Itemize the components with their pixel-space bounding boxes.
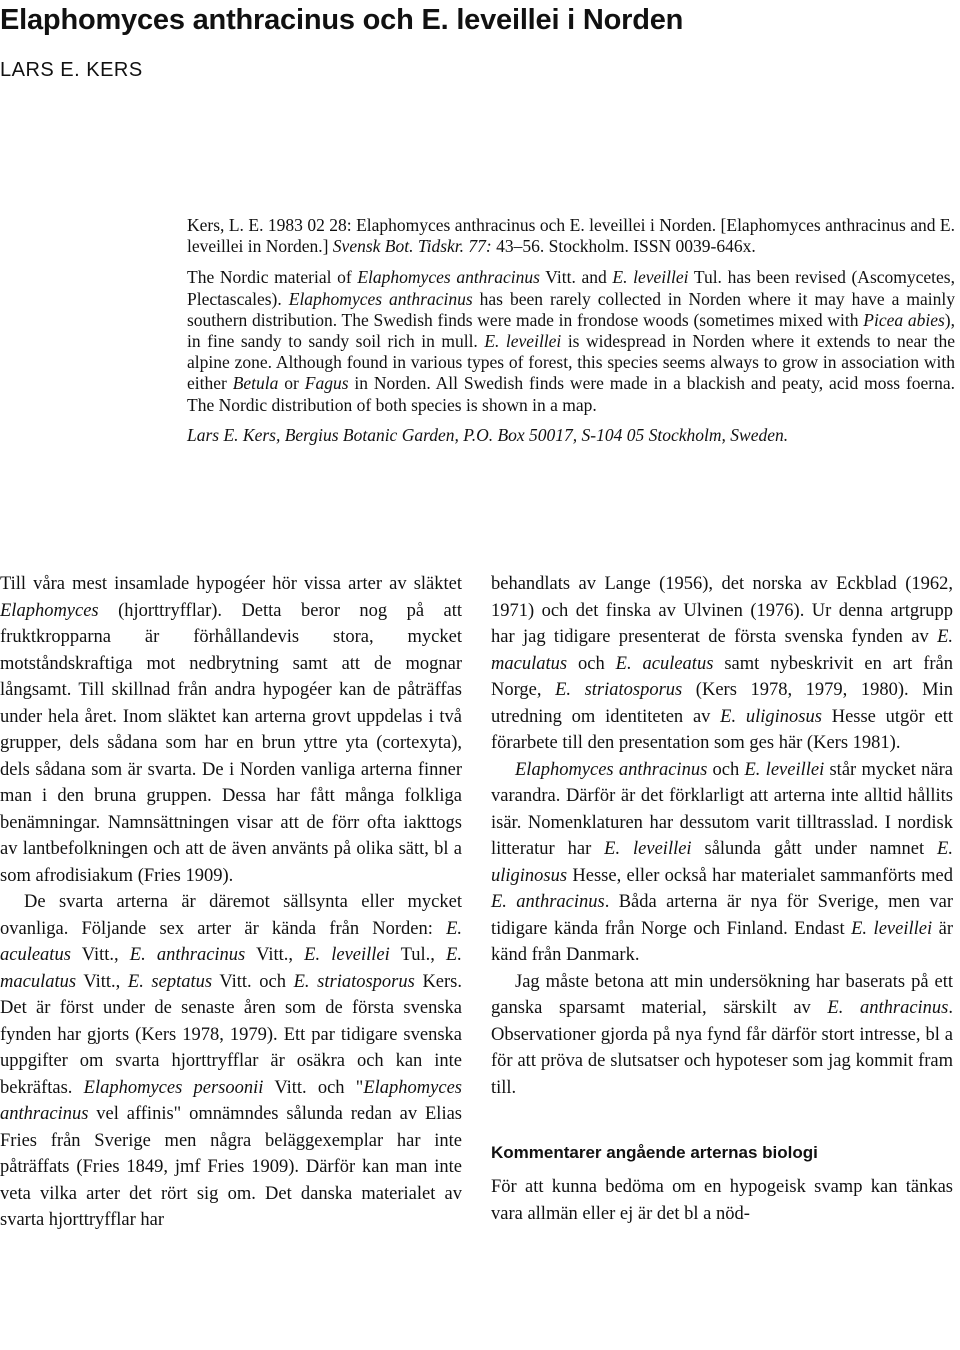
body-paragraph [491,571,953,757]
abstract-citation [187,215,955,257]
text-run: is widespread in Norden where it extends to near the alpine zone. Although found in various types of forest, this species seems always to grow in association with either [187,331,955,394]
body-column-left [0,571,462,1234]
body-paragraph [491,969,953,1102]
author-affiliation: Lars E. Kers, Bergius Botanic Garden, P.O. Box 50017, S-104 05 Stockholm, Sweden. [187,424,789,445]
italic-run: E. anthracinus [491,892,605,912]
italic-run: E. leveillei [304,945,390,965]
text-run: Hesse utgör ett förarbete till den presentation som ges här (Kers 1981). [491,706,953,753]
italic-run: Svensk Bot. Tidskr. 77: [332,236,492,257]
text-run: in Norden. All Swedish finds were made in a blackish and peaty, acid moss foerna. The Nordic distribution of both species is shown in a map. [187,373,956,415]
abstract-summary [187,267,955,415]
body-paragraph [0,889,462,1234]
text-run: Vitt. and [539,267,613,288]
text-run: De svarta arterna är däremot sällsynta eller mycket ovanliga. Följande sex arter är kända från Norden: [0,892,462,939]
text-run: behandlats av Lange (1956), det norska av Eckblad (1962, 1971) och det finska av Ulvinen (1976). Ur denna artgrupp har jag tidigare presenterat de första svenska fynden av [491,574,953,647]
text-run: står mycket nära varandra. Därför är det förklarligt att arterna inte alltid hållits isär. Nomenklaturen har dessutom varit tilltrasslad. I nordisk litteratur har [491,759,953,859]
text-run: Vitt., [76,971,128,992]
italic-run: Elaphomyces persoonii [83,1077,264,1098]
text-run: Jag måste betona att min undersökning har baserats på ett ganska sparsamt material, särskilt av [491,971,953,1018]
text-run: Hesse, eller också har materialet sammanförts med [567,865,953,886]
text-run: . Båda arterna är nya för Sverige, men var tidigare kända från Norge och Finland. Endast [491,892,953,939]
text-run: 43–56. Stockholm. ISSN 0039-646x. [491,236,756,257]
text-run: samt nybeskrivit en art från Norge, [491,653,954,700]
text-run: och [567,653,616,674]
abstract-block [187,215,955,446]
text-run: Tul. has been revised (Ascomycetes, Plectascales). [187,267,955,309]
italic-run: E. aculeatus [615,653,714,674]
italic-run: Elaphomyces anthracinus [515,759,708,780]
author-name: LARS E. KERS [0,59,143,81]
text-run: or [278,373,305,394]
text-run: Kers, L. E. 1983 02 28: Elaphomyces anthracinus och E. leveillei i Norden. [Elaphomyces anthracinus and E. leveillei in Norden.] [187,215,955,257]
text-run: är känd från Danmark. [491,918,953,965]
text-run: Tul., [389,945,447,965]
italic-run: E. anthracinus [827,998,949,1018]
italic-run: E. aculeatus [0,918,462,965]
italic-run: Elaphomyces anthracinus [0,1077,462,1124]
text-run: Vitt., [245,945,305,965]
italic-run: E. septatus [127,971,213,992]
text-run: sålunda gått under namnet [691,839,938,859]
italic-run: E. leveillei [484,331,562,352]
article-title: Elaphomyces anthracinus och E. leveillei i Norden [0,4,684,36]
italic-run: Elaphomyces anthracinus [357,267,540,288]
text-run: och [707,759,745,780]
text-run: (Kers 1978, 1979, 1980). Min utredning om identiteten av [491,680,954,727]
text-run: Vitt. och " [263,1077,364,1098]
section-heading: Kommentarer angående arternas biologi [491,1143,818,1162]
text-run: The Nordic material of [187,267,358,288]
italic-run: E. striatosporus [555,680,683,700]
text-run: För att kunna bedöma om en hypogeisk svamp kan tänkas vara allmän eller ej är det bl a nöd- [491,1177,953,1224]
italic-run: E. uliginosus [491,839,953,886]
body-column-right [491,571,953,1227]
text-run: Till våra mest insamlade hypogéer hör vissa arter av släktet [0,574,462,594]
italic-run: E. maculatus [0,945,462,992]
body-paragraph [491,757,953,969]
text-run: Kers. Det är först under de senaste åren som de första svenska fynden har gjorts (Kers 1978, 1979). Ett par tidigare svenska uppgifter om svarta hjorttryfflar är osäkra och kan inte bekräftas. [0,971,463,1098]
italic-run: E. anthracinus [129,945,246,965]
text-run: . Observationer gjorda på nya fynd får därför stort intresse, bl a för att pröva de slutsatser och hypoteser som jag kommit fram till. [491,998,953,1098]
body-paragraph [0,571,462,889]
italic-run: E. leveillei [851,918,933,939]
text-run: has been rarely collected in Norden where it may have a mainly southern distribution. The Swedish finds were made in frondose woods (sometimes mixed with [187,288,955,330]
italic-run: E. maculatus [491,627,953,674]
text-run: vel affinis" omnämndes sålunda redan av Elias Fries från Sverige men några beläggexemplar har inte påträffats (Fries 1849, jmf Fries 1909). Därför kan man inte veta vilka arter det rört sig om. Det danska materialet av svarta hjorttryfflar har [0,1104,462,1230]
italic-run: Elaphomyces anthracinus [288,288,473,309]
italic-run: E. leveillei [744,759,825,780]
italic-run: Fagus [304,373,349,394]
italic-run: Picea abies [863,309,945,330]
italic-run: E. leveillei [604,839,692,859]
italic-run: Betula [232,373,279,394]
italic-run: E. uliginosus [720,706,822,727]
italic-run: E. leveillei [612,267,689,288]
text-run: Vitt., [70,945,130,965]
italic-run: E. striatosporus [293,971,415,992]
text-run: ), in fine sandy to sandy soil rich in mull. [187,309,955,352]
text-run: Vitt. och [212,971,294,992]
italic-run: Elaphomyces [0,600,99,621]
text-run: (hjorttryfflar). Detta beror nog på att fruktkropparna är förhållandevis stora, mycket motståndskraftiga mot nedbrytning samt att de mognar långsamt. Till skillnad från andra hypogéer kan de påträffas under hela året. Inom släktet kan arterna grovt uppdelas i två grupper, dels sådana som har en brun yttre yta (cortexyta), dels sådana som är svarta. De i Norden vanliga arterna finner man i den bruna gruppen. Dessa har fått många folkliga benämningar. Namnsättningen visar att de förr ofta iakttogs av lantbefolkningen och att de även använts på olika sätt, bl a som afrodisiakum (Fries 1909). [0,600,462,886]
body-paragraph [491,1174,953,1227]
